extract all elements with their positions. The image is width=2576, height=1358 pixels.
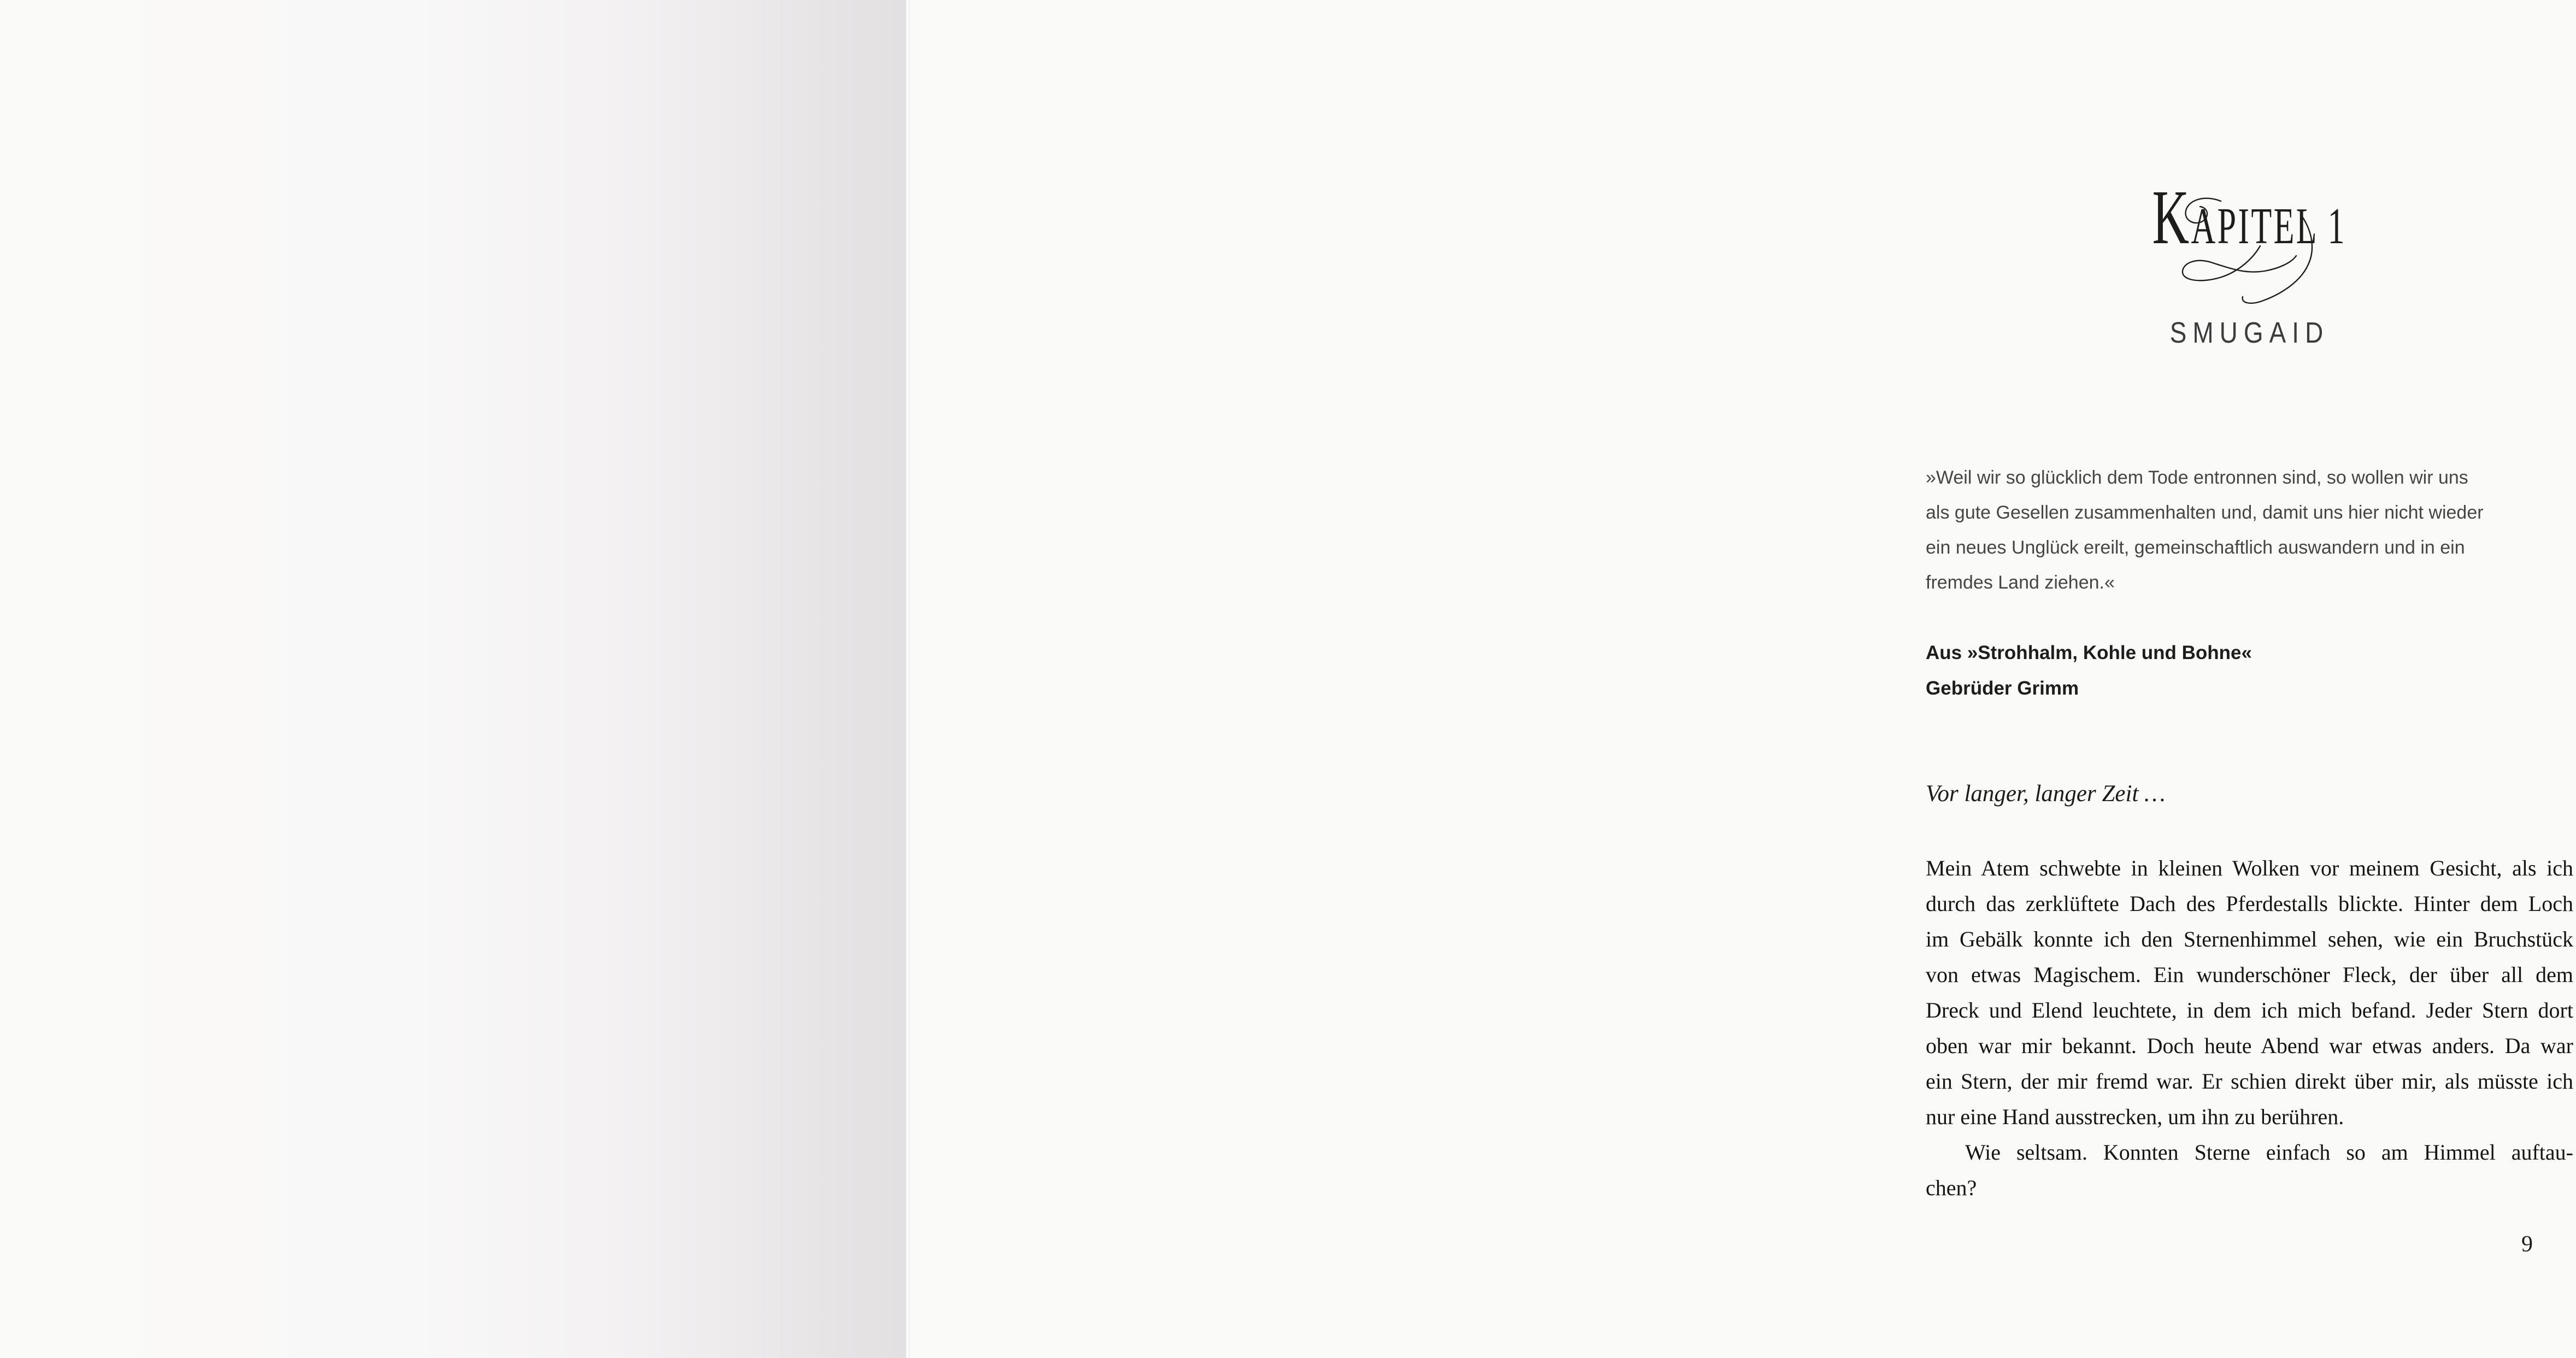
text-line: ein Stern, der mir fremd war. Er schien direkt über mir, als müsste ich — [1926, 1069, 2573, 1094]
intro-line: Vor langer, langer Zeit … — [1926, 781, 2166, 807]
chapter-header — [1926, 174, 2573, 260]
text-line: nur eine Hand ausstrecken, um ihn zu berühren. — [1926, 1104, 2344, 1129]
chapter-heading-wrap — [2102, 174, 2396, 260]
text-line: Dreck und Elend leuchtete, in dem ich mich befand. Jeder Stern dort — [1926, 998, 2573, 1022]
text-line: ein neues Unglück ereilt, gemeinschaftlich auswandern und in ein — [1926, 537, 2465, 558]
text-line: oben war mir bekannt. Doch heute Abend war etwas anders. Da war — [1926, 1033, 2573, 1058]
chapter-heading-rest: APITEL 1 — [2191, 198, 2347, 255]
text-line: Wie seltsam. Konnten Sterne einfach so am Himmel auftau- — [1965, 1140, 2573, 1165]
chapter-subtitle: SMUGAID — [2169, 316, 2330, 349]
text-line: Aus »Strohhalm, Kohle und Bohne« — [1926, 642, 2252, 663]
page-number: 9 — [2521, 1232, 2533, 1257]
text-line: von etwas Magischem. Ein wunderschöner Fleck, der über all dem — [1926, 962, 2573, 987]
body-text — [1926, 850, 2573, 1206]
chapter-heading-initial: K — [2152, 174, 2191, 260]
text-line: »Weil wir so glücklich dem Tode entronnen sind, so wollen wir uns — [1926, 467, 2468, 488]
body-paragraph-2 — [1926, 1134, 2573, 1206]
body-paragraph-1 — [1926, 850, 2573, 1134]
left-page — [0, 0, 906, 1358]
text-line: durch das zerklüftete Dach des Pferdestalls blickte. Hinter dem Loch — [1926, 891, 2573, 916]
text-line: Gebrüder Grimm — [1926, 678, 2079, 699]
right-page — [906, 0, 2573, 1358]
text-line: Mein Atem schwebte in kleinen Wolken vor meinem Gesicht, als ich — [1926, 856, 2573, 880]
epigraph-source — [1926, 635, 2576, 706]
text-line: im Gebälk konnte ich den Sternenhimmel sehen, wie ein Bruchstück — [1926, 927, 2573, 951]
text-line: chen? — [1926, 1175, 1977, 1200]
chapter-heading — [2152, 174, 2347, 260]
text-line: fremdes Land ziehen.« — [1926, 572, 2115, 593]
text-line: als gute Gesellen zusammenhalten und, damit uns hier nicht wieder — [1926, 502, 2484, 523]
epigraph-quote — [1926, 460, 2576, 600]
